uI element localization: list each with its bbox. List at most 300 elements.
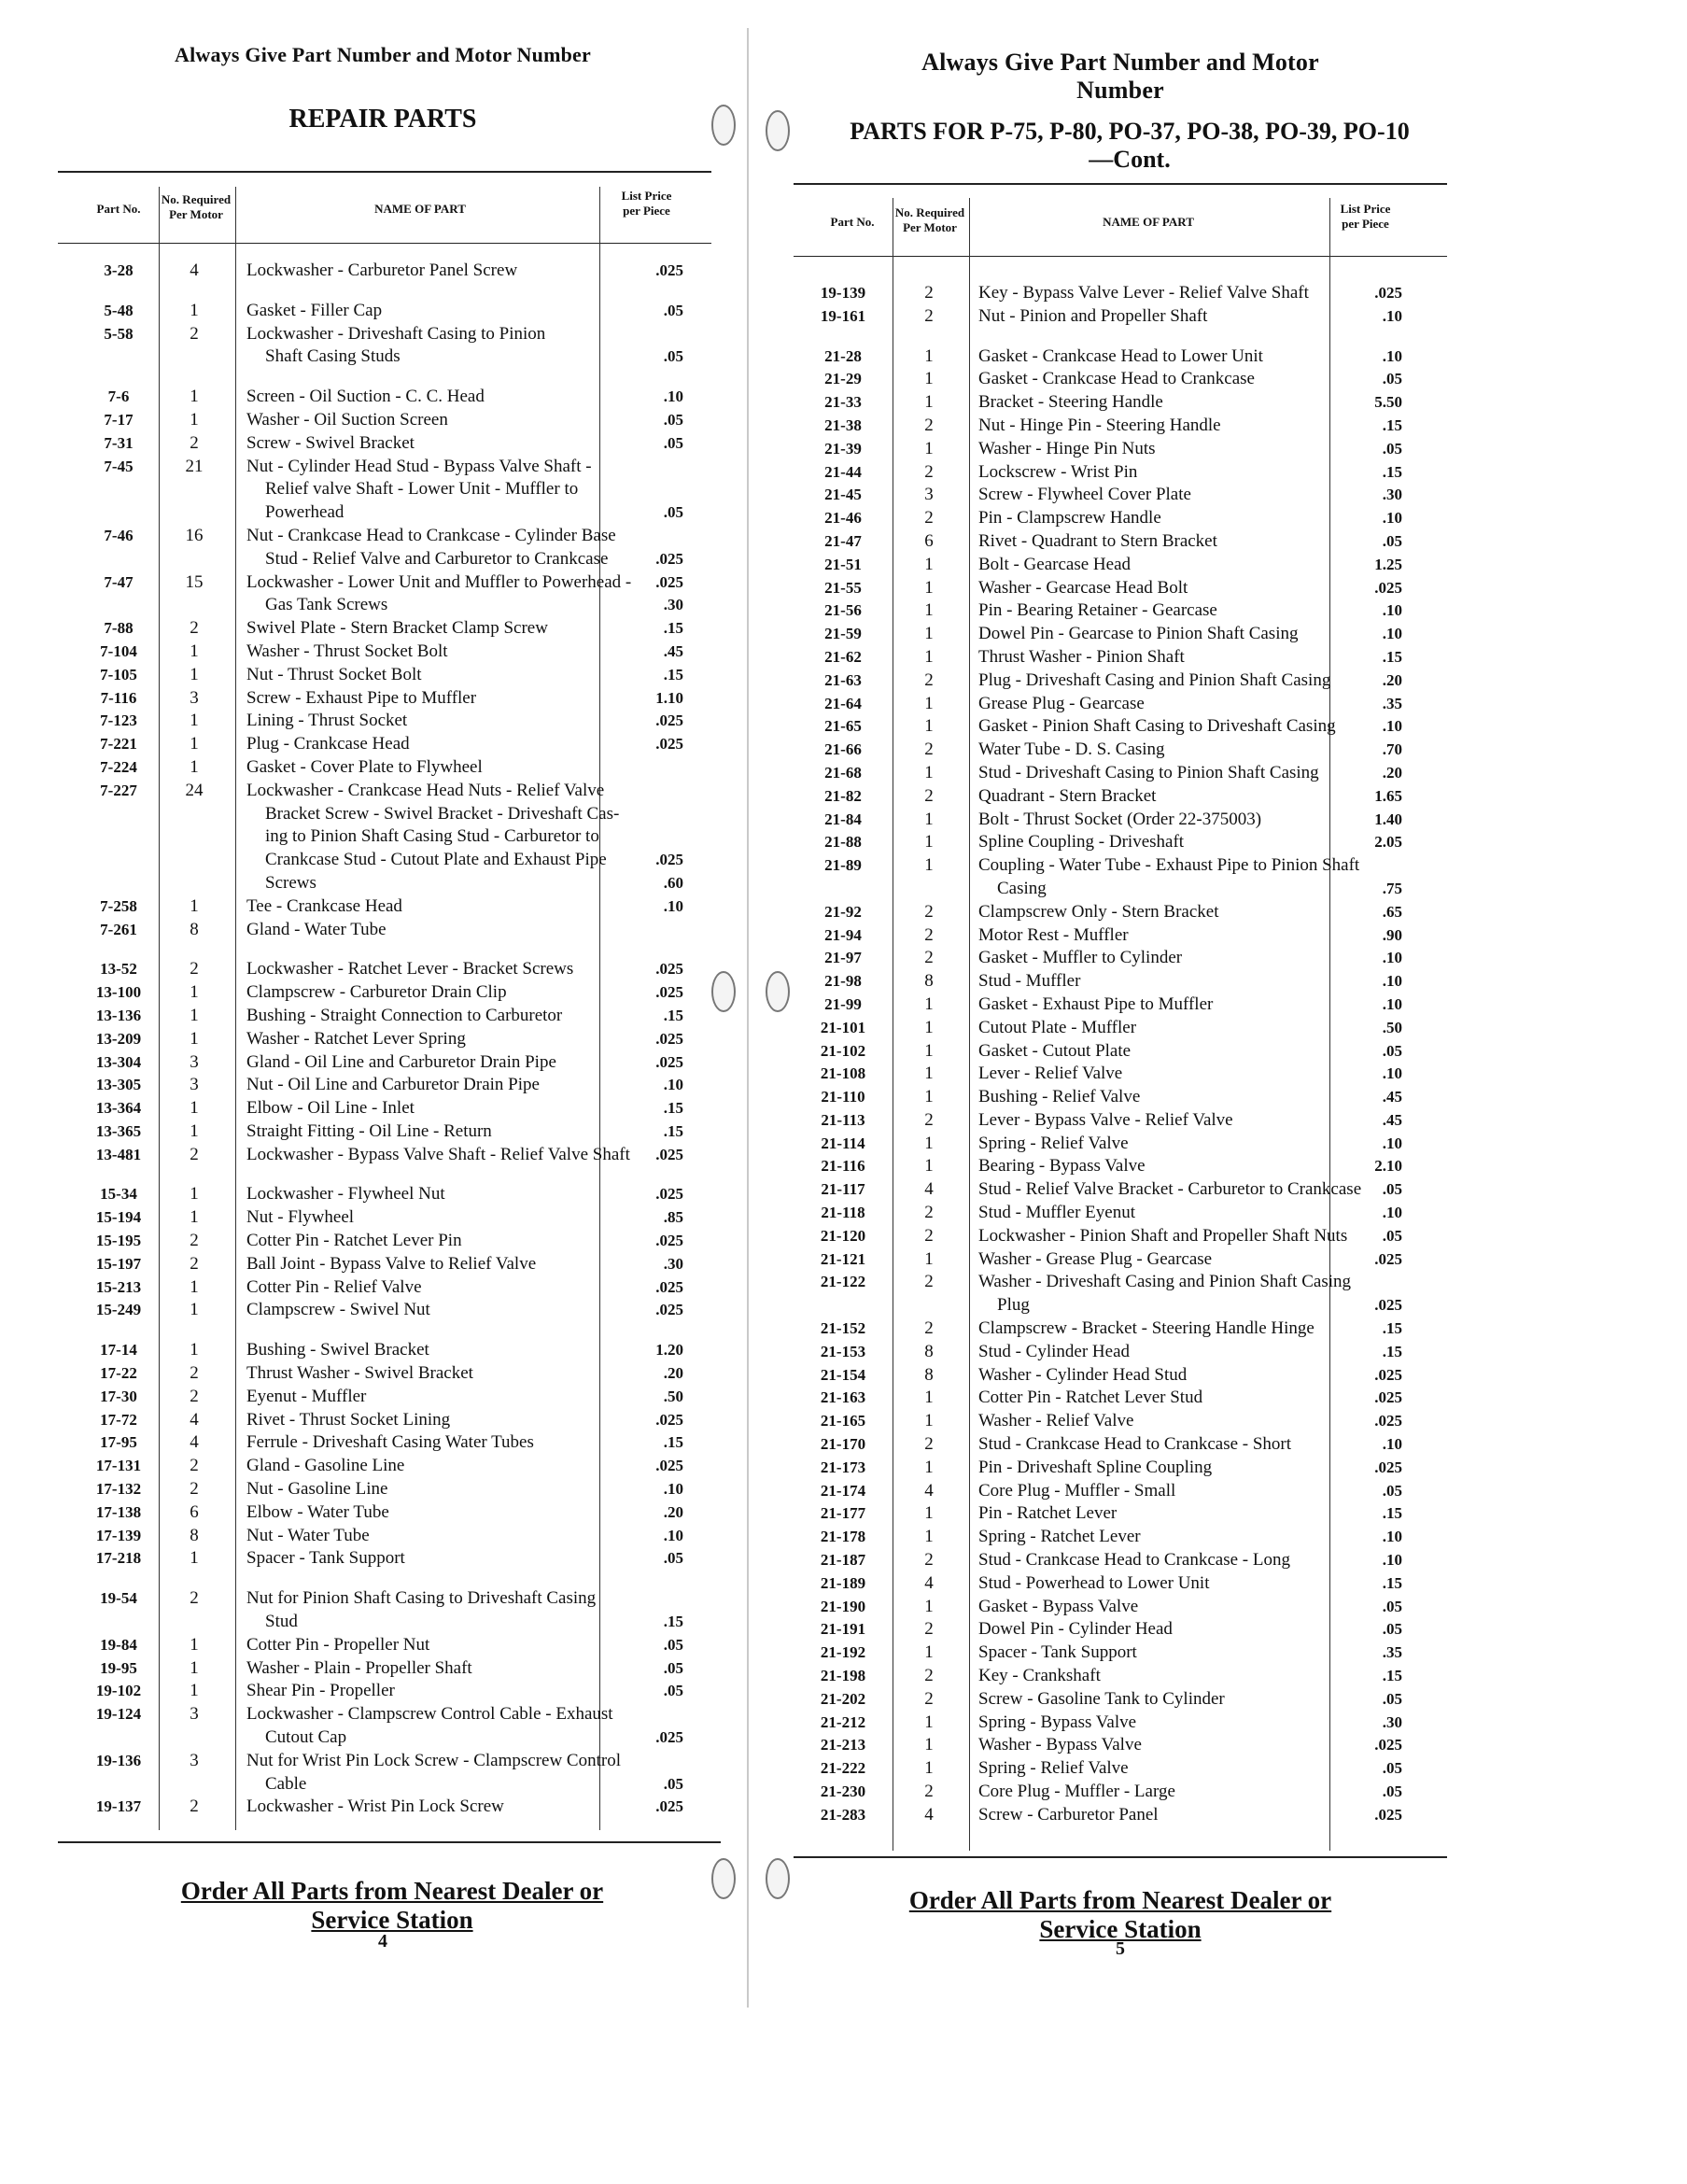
right-page xyxy=(747,0,1687,2184)
part-number: 3-28 xyxy=(104,261,134,279)
quantity: 1 xyxy=(924,1712,934,1732)
table-row xyxy=(58,1253,711,1276)
part-number: 7-224 xyxy=(100,757,137,776)
table-row xyxy=(794,305,1447,329)
part-number: 7-88 xyxy=(104,619,134,638)
part-name: Shear Pin - Propeller xyxy=(246,1681,395,1701)
table-row xyxy=(58,1455,711,1478)
part-name: Cable xyxy=(265,1773,307,1794)
part-number: 13-100 xyxy=(95,983,142,1002)
part-name: Washer - Cylinder Head Stud xyxy=(978,1364,1188,1385)
part-number: 21-113 xyxy=(821,1110,865,1129)
part-number: 21-222 xyxy=(820,1759,866,1778)
part-name: Grease Plug - Gearcase xyxy=(978,693,1145,713)
quantity: 1 xyxy=(190,1028,199,1049)
right-footer: Order All Parts from Nearest Dealer or Service Station xyxy=(908,1886,1332,1943)
table-row xyxy=(794,1734,1447,1757)
part-number: 21-65 xyxy=(824,717,862,736)
part-name: Gland - Water Tube xyxy=(246,919,387,939)
table-row xyxy=(58,1120,711,1144)
quantity: 2 xyxy=(190,1479,199,1500)
quantity: 1 xyxy=(924,624,934,644)
list-price: .05 xyxy=(1382,1481,1402,1500)
table-row xyxy=(794,1271,1447,1294)
part-number: 21-153 xyxy=(820,1342,866,1360)
part-name: Cotter Pin - Relief Valve xyxy=(246,1276,422,1297)
part-number: 21-191 xyxy=(820,1620,866,1639)
part-number: 21-120 xyxy=(820,1226,866,1245)
list-price: .025 xyxy=(1374,1388,1402,1407)
quantity: 3 xyxy=(190,1750,199,1770)
quantity: 4 xyxy=(924,1179,934,1200)
quantity: 2 xyxy=(190,959,199,979)
quantity: 2 xyxy=(924,305,934,326)
part-name: Swivel Plate - Stern Bracket Clamp Screw xyxy=(246,618,548,639)
quantity: 2 xyxy=(924,415,934,435)
quantity: 1 xyxy=(924,716,934,737)
list-price: .10 xyxy=(1382,1551,1402,1570)
list-price: .15 xyxy=(663,1099,683,1118)
quantity: 1 xyxy=(190,895,199,916)
list-price: .10 xyxy=(1382,949,1402,967)
part-name: Rivet - Thrust Socket Lining xyxy=(246,1409,451,1430)
table-row xyxy=(58,919,711,942)
list-price: .30 xyxy=(663,1254,683,1273)
part-name: Elbow - Water Tube xyxy=(246,1501,389,1522)
part-number: 21-108 xyxy=(820,1064,866,1083)
part-name: Stud - Crankcase Head to Crankcase - Long xyxy=(978,1550,1290,1571)
part-name: Washer - Grease Plug - Gearcase xyxy=(978,1248,1213,1269)
list-price: .85 xyxy=(663,1208,683,1227)
part-number: 21-62 xyxy=(824,647,862,666)
table-row xyxy=(58,1501,711,1525)
quantity: 1 xyxy=(924,1527,934,1547)
part-name: Key - Bypass Valve Lever - Relief Valve Shaft xyxy=(978,283,1309,303)
table-row xyxy=(794,993,1447,1017)
quantity: 4 xyxy=(924,1804,934,1825)
part-name: Clampscrew - Swivel Nut xyxy=(246,1300,430,1320)
quantity: 1 xyxy=(924,1758,934,1779)
part-name: Bracket Screw - Swivel Bracket - Driveshaft Cas- xyxy=(265,803,620,824)
part-number: 21-98 xyxy=(824,972,862,991)
table-row xyxy=(58,981,711,1005)
table-row xyxy=(794,1364,1447,1388)
part-name: Pin - Clampscrew Handle xyxy=(978,508,1161,528)
quantity: 1 xyxy=(924,993,934,1014)
list-price: .05 xyxy=(663,1549,683,1568)
part-name: Washer - Bypass Valve xyxy=(978,1735,1142,1755)
part-name: Straight Fitting - Oil Line - Return xyxy=(246,1120,492,1141)
part-name: Clampscrew - Carburetor Drain Clip xyxy=(246,982,507,1003)
part-number: 13-304 xyxy=(95,1052,142,1071)
part-number: 5-48 xyxy=(104,301,134,319)
part-name: Lockwasher - Wrist Pin Lock Screw xyxy=(246,1797,504,1817)
list-price: .15 xyxy=(1382,1504,1402,1523)
left-bottom-rule xyxy=(58,1841,721,1843)
table-row xyxy=(794,785,1447,809)
table-row xyxy=(794,282,1447,305)
part-number: 7-105 xyxy=(100,665,137,683)
quantity: 1 xyxy=(924,1156,934,1177)
part-number: 15-249 xyxy=(95,1301,142,1319)
part-name: Bearing - Bypass Valve xyxy=(978,1156,1146,1177)
quantity: 2 xyxy=(924,1688,934,1709)
quantity: 1 xyxy=(190,387,199,407)
part-name: Screw - Gasoline Tank to Cylinder xyxy=(978,1688,1225,1709)
table-row xyxy=(794,1526,1447,1549)
part-number: 17-95 xyxy=(100,1433,137,1452)
binding-hole-bottom-left xyxy=(711,1858,736,1899)
part-name: Washer - Relief Valve xyxy=(978,1411,1134,1431)
quantity: 1 xyxy=(924,1017,934,1037)
left-banner: Always Give Part Number and Motor Number xyxy=(175,43,591,66)
part-name: Nut for Pinion Shaft Casing to Driveshaft Casing xyxy=(246,1588,597,1609)
table-gap xyxy=(58,369,711,386)
list-price: .10 xyxy=(1382,972,1402,991)
table-row xyxy=(794,415,1447,438)
quantity: 24 xyxy=(185,780,204,800)
list-price: .30 xyxy=(1382,486,1402,504)
part-name: Stud - Muffler xyxy=(978,971,1081,992)
table-row xyxy=(58,710,711,733)
table-row xyxy=(794,1410,1447,1433)
list-price: .025 xyxy=(1374,284,1402,302)
list-price: .05 xyxy=(1382,439,1402,458)
part-number: 19-136 xyxy=(95,1751,142,1769)
list-price: .10 xyxy=(663,1526,683,1544)
part-name: Plug - Crankcase Head xyxy=(246,734,410,754)
quantity: 1 xyxy=(190,641,199,661)
left-top-rule xyxy=(58,171,711,173)
quantity: 1 xyxy=(924,762,934,782)
quantity: 1 xyxy=(924,392,934,413)
list-price: .10 xyxy=(1382,1064,1402,1083)
list-price: .35 xyxy=(1382,694,1402,712)
right-header-price: List Price per Piece xyxy=(1340,202,1391,231)
part-name: Lockwasher - Carburetor Panel Screw xyxy=(246,261,518,280)
quantity: 1 xyxy=(924,646,934,667)
quantity: 1 xyxy=(190,1098,199,1119)
quantity: 1 xyxy=(924,809,934,829)
table-row xyxy=(58,1587,711,1611)
table-row xyxy=(58,525,711,548)
part-number: 21-56 xyxy=(824,601,862,620)
right-top-rule xyxy=(794,183,1447,185)
table-row xyxy=(794,1387,1447,1410)
part-name: Spacer - Tank Support xyxy=(978,1642,1137,1663)
list-price: .05 xyxy=(1382,531,1402,550)
quantity: 2 xyxy=(190,432,199,453)
list-price: .025 xyxy=(1374,1458,1402,1476)
part-number: 17-132 xyxy=(95,1480,142,1499)
table-row xyxy=(58,386,711,409)
part-name: Lockwasher - Driveshaft Casing to Pinion xyxy=(246,323,546,344)
quantity: 1 xyxy=(924,1642,934,1663)
part-number: 7-47 xyxy=(104,572,134,591)
part-number: 19-54 xyxy=(100,1589,137,1608)
part-number: 21-59 xyxy=(824,625,862,643)
list-price: .50 xyxy=(663,1387,683,1405)
quantity: 1 xyxy=(924,1596,934,1616)
quantity: 1 xyxy=(190,1300,199,1320)
quantity: 1 xyxy=(190,1184,199,1205)
list-price: .10 xyxy=(663,896,683,915)
list-price: .025 xyxy=(1374,1805,1402,1824)
list-price: .10 xyxy=(1382,509,1402,528)
part-name: Gland - Oil Line and Carburetor Drain Pipe xyxy=(246,1051,556,1072)
part-name: Pin - Driveshaft Spline Coupling xyxy=(978,1457,1213,1477)
part-number: 21-121 xyxy=(820,1249,866,1268)
part-name: Dowel Pin - Cylinder Head xyxy=(978,1619,1173,1640)
list-price: .20 xyxy=(1382,763,1402,782)
part-number: 15-213 xyxy=(95,1277,142,1296)
table-row xyxy=(794,809,1447,832)
quantity: 2 xyxy=(924,1550,934,1571)
list-price: .025 xyxy=(655,549,683,568)
table-row xyxy=(58,1478,711,1501)
list-price: .65 xyxy=(1382,902,1402,921)
table-row xyxy=(794,831,1447,854)
table-row xyxy=(794,739,1447,762)
list-price: .025 xyxy=(655,1029,683,1048)
part-name: Screen - Oil Suction - C. C. Head xyxy=(246,387,485,407)
part-name: Gasket - Cutout Plate xyxy=(978,1040,1132,1061)
quantity: 8 xyxy=(924,1341,934,1361)
quantity: 6 xyxy=(924,530,934,551)
quantity: 1 xyxy=(924,1087,934,1107)
quantity: 2 xyxy=(924,1203,934,1223)
list-price: .10 xyxy=(1382,994,1402,1013)
quantity: 2 xyxy=(924,1619,934,1640)
quantity: 3 xyxy=(190,687,199,708)
quantity: 1 xyxy=(924,1735,934,1755)
part-number: 19-95 xyxy=(100,1658,137,1677)
quantity: 1 xyxy=(190,1005,199,1025)
table-row xyxy=(794,1549,1447,1572)
part-number: 21-45 xyxy=(824,486,862,504)
list-price: 5.50 xyxy=(1374,393,1402,412)
table-row xyxy=(794,1665,1447,1688)
list-price: .025 xyxy=(655,1457,683,1475)
table-row xyxy=(58,780,711,803)
quantity: 3 xyxy=(190,1704,199,1725)
quantity: 1 xyxy=(190,1340,199,1360)
table-row xyxy=(58,849,711,872)
list-price: .025 xyxy=(655,261,683,279)
part-number: 15-194 xyxy=(95,1208,142,1227)
table-row xyxy=(794,854,1447,878)
part-number: 17-72 xyxy=(100,1410,137,1429)
part-number: 21-28 xyxy=(824,346,862,365)
part-name: Key - Crankshaft xyxy=(978,1666,1101,1686)
part-name: Screw - Swivel Bracket xyxy=(246,432,415,453)
quantity: 2 xyxy=(190,1231,199,1251)
table-row xyxy=(794,1757,1447,1781)
quantity: 1 xyxy=(924,600,934,621)
part-name: Cutout Cap xyxy=(265,1727,347,1748)
list-price: .05 xyxy=(663,1635,683,1654)
table-row xyxy=(794,1596,1447,1619)
part-name: Cutout Plate - Muffler xyxy=(978,1017,1137,1037)
part-number: 21-212 xyxy=(820,1712,866,1731)
table-row xyxy=(794,970,1447,993)
part-number: 21-165 xyxy=(820,1412,866,1430)
part-number: 21-97 xyxy=(824,949,862,967)
table-row xyxy=(58,1183,711,1206)
part-name: Bracket - Steering Handle xyxy=(978,392,1163,413)
part-name: Lockwasher - Lower Unit and Muffler to Powerhead - xyxy=(246,571,632,592)
part-number: 17-138 xyxy=(95,1502,142,1521)
quantity: 1 xyxy=(924,345,934,366)
quantity: 1 xyxy=(190,1120,199,1141)
list-price: .025 xyxy=(655,960,683,979)
part-name: Screw - Flywheel Cover Plate xyxy=(978,485,1191,505)
table-row xyxy=(794,623,1447,646)
part-name: Gasket - Muffler to Cylinder xyxy=(978,948,1183,968)
part-name: ing to Pinion Shaft Casing Stud - Carburetor to xyxy=(265,826,599,847)
part-name: Lockwasher - Bypass Valve Shaft - Relief Valve Shaft xyxy=(246,1144,630,1164)
table-row xyxy=(794,438,1447,461)
part-number: 21-122 xyxy=(820,1273,866,1291)
part-name: Lever - Bypass Valve - Relief Valve xyxy=(978,1109,1233,1130)
list-price: .15 xyxy=(1382,1573,1402,1592)
part-number: 19-102 xyxy=(95,1682,142,1700)
part-name: Relief valve Shaft - Lower Unit - Muffler to xyxy=(265,479,579,500)
list-price: .025 xyxy=(1374,578,1402,597)
table-row xyxy=(58,825,711,849)
quantity: 16 xyxy=(185,525,204,545)
part-number: 7-116 xyxy=(100,688,137,707)
list-price: .05 xyxy=(1382,1226,1402,1245)
quantity: 1 xyxy=(924,693,934,713)
quantity: 1 xyxy=(924,855,934,876)
part-name: Washer - Ratchet Lever Spring xyxy=(246,1028,466,1049)
binding-hole-top-left xyxy=(711,105,736,146)
quantity: 3 xyxy=(190,1075,199,1095)
part-name: Washer - Hinge Pin Nuts xyxy=(978,438,1156,458)
table-row xyxy=(794,646,1447,669)
quantity: 1 xyxy=(924,369,934,389)
list-price: .10 xyxy=(1382,1435,1402,1454)
part-number: 21-118 xyxy=(821,1204,865,1222)
table-gap xyxy=(58,1322,711,1339)
part-number: 7-123 xyxy=(100,712,137,730)
table-row xyxy=(58,895,711,919)
table-row xyxy=(58,1386,711,1409)
list-price: .05 xyxy=(663,1774,683,1793)
list-price: .60 xyxy=(663,873,683,892)
list-price: 1.20 xyxy=(655,1341,683,1360)
part-name: Lockwasher - Flywheel Nut xyxy=(246,1184,445,1205)
part-name: Bolt - Gearcase Head xyxy=(978,554,1132,574)
quantity: 1 xyxy=(924,554,934,574)
part-number: 21-47 xyxy=(824,531,862,550)
table-row xyxy=(58,1680,711,1703)
quantity: 1 xyxy=(190,1657,199,1678)
part-number: 21-63 xyxy=(824,670,862,689)
part-number: 21-38 xyxy=(824,416,862,434)
list-price: 1.10 xyxy=(655,688,683,707)
quantity: 8 xyxy=(924,971,934,992)
part-name: Bushing - Swivel Bracket xyxy=(246,1340,429,1360)
table-row xyxy=(794,1317,1447,1341)
part-name: Screw - Exhaust Pipe to Muffler xyxy=(246,687,477,708)
list-price: .35 xyxy=(1382,1643,1402,1662)
part-number: 21-101 xyxy=(820,1018,866,1036)
part-number: 21-154 xyxy=(820,1365,866,1384)
table-row xyxy=(58,1750,711,1773)
part-name: Nut - Cylinder Head Stud - Bypass Valve Shaft - xyxy=(246,456,592,476)
part-number: 7-104 xyxy=(100,641,137,660)
list-price: .025 xyxy=(1374,1736,1402,1754)
part-name: Gas Tank Screws xyxy=(265,595,388,615)
quantity: 2 xyxy=(190,1456,199,1476)
list-price: .10 xyxy=(1382,601,1402,620)
part-name: Core Plug - Muffler - Small xyxy=(978,1480,1176,1501)
table-row xyxy=(794,1642,1447,1665)
part-name: Stud - Muffler Eyenut xyxy=(978,1203,1135,1223)
list-price: .05 xyxy=(1382,1597,1402,1615)
table-row xyxy=(794,345,1447,369)
quantity: 2 xyxy=(190,1797,199,1817)
quantity: 4 xyxy=(190,1409,199,1430)
part-name: Plug - Driveshaft Casing and Pinion Shaft Casing xyxy=(978,669,1331,690)
part-name: Nut - Hinge Pin - Steering Handle xyxy=(978,415,1221,435)
part-name: Clampscrew Only - Stern Bracket xyxy=(978,901,1219,922)
part-number: 5-58 xyxy=(104,324,134,343)
part-number: 21-114 xyxy=(821,1134,865,1152)
list-price: .025 xyxy=(655,1301,683,1319)
part-name: Thrust Washer - Swivel Bracket xyxy=(246,1363,473,1384)
part-name: Spring - Relief Valve xyxy=(978,1133,1129,1153)
part-number: 21-177 xyxy=(820,1504,866,1523)
table-row xyxy=(58,345,711,369)
list-price: .15 xyxy=(1382,647,1402,666)
table-row xyxy=(58,1097,711,1120)
part-name: Stud - Relief Valve Bracket - Carburetor to Crankcase xyxy=(978,1179,1362,1200)
part-name: Nut - Thrust Socket Bolt xyxy=(246,664,422,684)
part-name: Lockwasher - Crankcase Head Nuts - Relief Valve xyxy=(246,780,605,800)
table-row xyxy=(58,1051,711,1075)
list-price: .025 xyxy=(655,1797,683,1816)
left-header-qty: No. Required Per Motor xyxy=(161,192,232,221)
table-gap xyxy=(58,283,711,300)
list-price: 1.40 xyxy=(1374,810,1402,828)
part-name: Nut - Oil Line and Carburetor Drain Pipe xyxy=(246,1075,540,1095)
part-name: Pin - Bearing Retainer - Gearcase xyxy=(978,600,1217,621)
quantity: 8 xyxy=(190,919,199,939)
part-name: Lockwasher - Pinion Shaft and Propeller Shaft Nuts xyxy=(978,1225,1348,1246)
table-row xyxy=(58,1773,711,1797)
quantity: 2 xyxy=(190,618,199,639)
list-price: .90 xyxy=(1382,925,1402,944)
part-name: Tee - Crankcase Head xyxy=(246,895,402,916)
part-name: Gasket - Crankcase Head to Crankcase xyxy=(978,369,1255,389)
part-name: Lining - Thrust Socket xyxy=(246,711,408,731)
part-name: Spacer - Tank Support xyxy=(246,1548,405,1569)
table-row xyxy=(58,1276,711,1300)
list-price: .05 xyxy=(1382,1759,1402,1778)
quantity: 1 xyxy=(190,756,199,777)
part-name: Washer - Gearcase Head Bolt xyxy=(978,577,1188,598)
right-banner: Always Give Part Number and Motor Number xyxy=(921,49,1319,104)
part-number: 21-163 xyxy=(820,1388,866,1407)
left-parts-table xyxy=(58,260,711,1819)
right-header-qty: No. Required Per Motor xyxy=(894,205,965,234)
list-price: .025 xyxy=(1374,1365,1402,1384)
table-row xyxy=(794,599,1447,623)
quantity: 4 xyxy=(924,1480,934,1501)
